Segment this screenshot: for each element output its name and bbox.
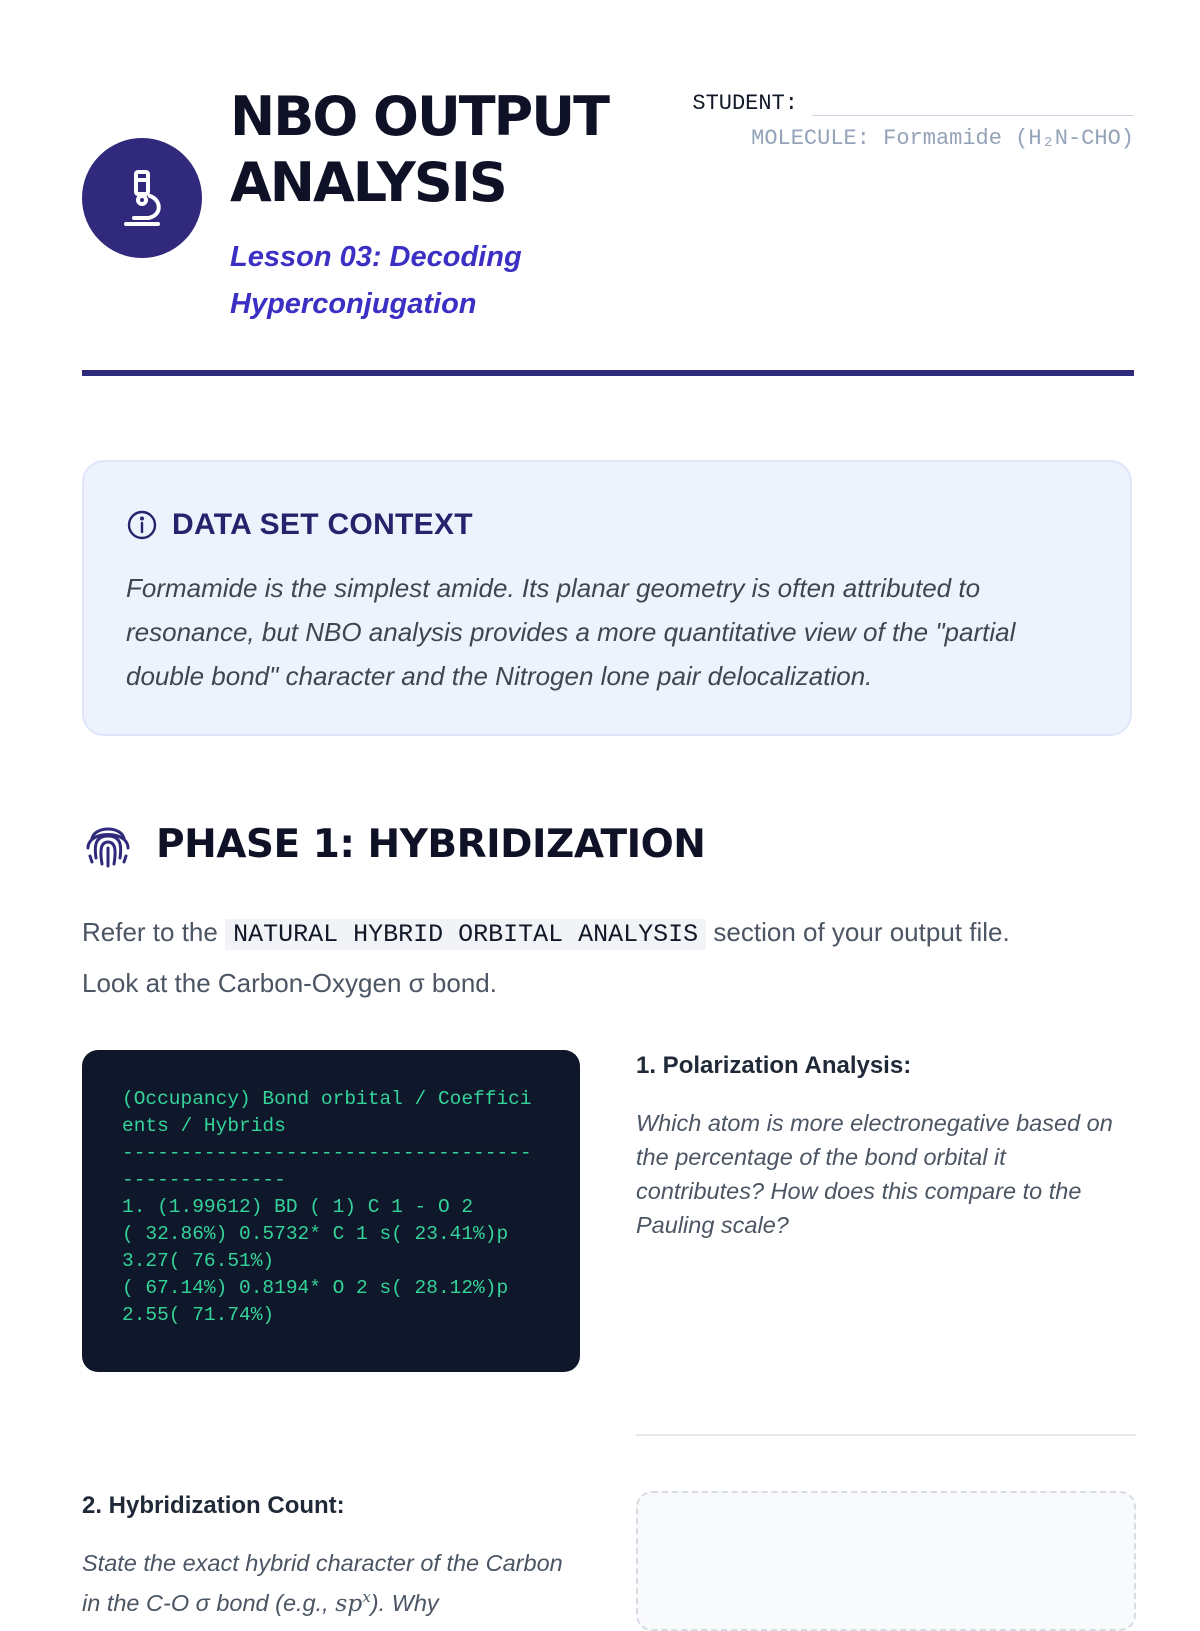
question-2-text-before: State the exact hybrid character of the Carbon in the C-O σ bond (e.g.,	[82, 1550, 563, 1616]
student-name-field[interactable]	[812, 87, 1134, 116]
context-title: DATA SET CONTEXT	[172, 508, 473, 541]
title-line-2: ANALYSIS	[230, 151, 506, 214]
intro-text-before: Refer to the	[82, 917, 218, 947]
page-title	[230, 84, 650, 216]
title-line-1: NBO OUTPUT	[230, 85, 608, 148]
question-2-text	[82, 1546, 582, 1620]
fingerprint-icon	[82, 818, 134, 870]
intro-line-2: Look at the Carbon-Oxygen σ bond.	[82, 968, 497, 998]
nbo-output-code-block	[82, 1050, 580, 1372]
phase-1-heading	[82, 818, 705, 870]
lesson-subtitle	[230, 234, 650, 328]
phase-1-intro	[82, 908, 1142, 1008]
hybrid-math-base: sp	[335, 1588, 363, 1617]
logo-badge	[82, 138, 202, 258]
molecule-label: MOLECULE: Formamide (H₂N-CHO)	[751, 126, 1134, 151]
question-1-label: 1. Polarization Analysis:	[636, 1052, 912, 1079]
question-divider	[636, 1434, 1136, 1436]
answer-box[interactable]	[636, 1491, 1136, 1631]
hybrid-math-sup: x	[362, 1588, 371, 1606]
question-1-text: Which atom is more electronegative based on the percentage of the bond orbital it contributes? How does this compare to the Pauling scale?	[636, 1110, 1113, 1238]
context-card	[82, 460, 1132, 736]
context-text: Formamide is the simplest amide. Its planar geometry is often attributed to resonance, but NBO analysis provides a more quantitative view of the "partial double bond" character and the Nitrogen lone pair delocalization.	[126, 573, 1016, 691]
question-1	[636, 1052, 1136, 1242]
info-icon	[126, 509, 158, 541]
student-meta	[674, 84, 1134, 151]
phase-1-title: PHASE 1: HYBRIDIZATION	[156, 821, 706, 867]
question-2-label: 2. Hybridization Count:	[82, 1492, 345, 1519]
intro-code: NATURAL HYBRID ORBITAL ANALYSIS	[225, 919, 706, 950]
header-divider	[82, 370, 1134, 376]
header	[82, 80, 1134, 380]
microscope-icon	[110, 166, 174, 230]
question-2-text-after: ). Why	[370, 1589, 439, 1616]
nbo-output-text: (Occupancy) Bond orbital / Coefficients / Hybrids ------------------------------------------------- 1. (1.99612) BD ( 1) C 1 - O 2 ( 32.86%) 0.5732* C 1 s( 23.41%)p 3.27( 76.51%) ( 67.14%) 0.8194* O 2 s( 28.12%)p 2.55( 71.74%)	[122, 1088, 532, 1326]
subtitle-line-2: Hyperconjugation	[230, 288, 477, 320]
hybrid-math	[335, 1589, 371, 1617]
intro-text-after: section of your output file.	[713, 917, 1010, 947]
subtitle-line-1: Lesson 03: Decoding	[230, 241, 522, 273]
question-2	[82, 1492, 582, 1620]
student-label: STUDENT:	[692, 91, 798, 116]
